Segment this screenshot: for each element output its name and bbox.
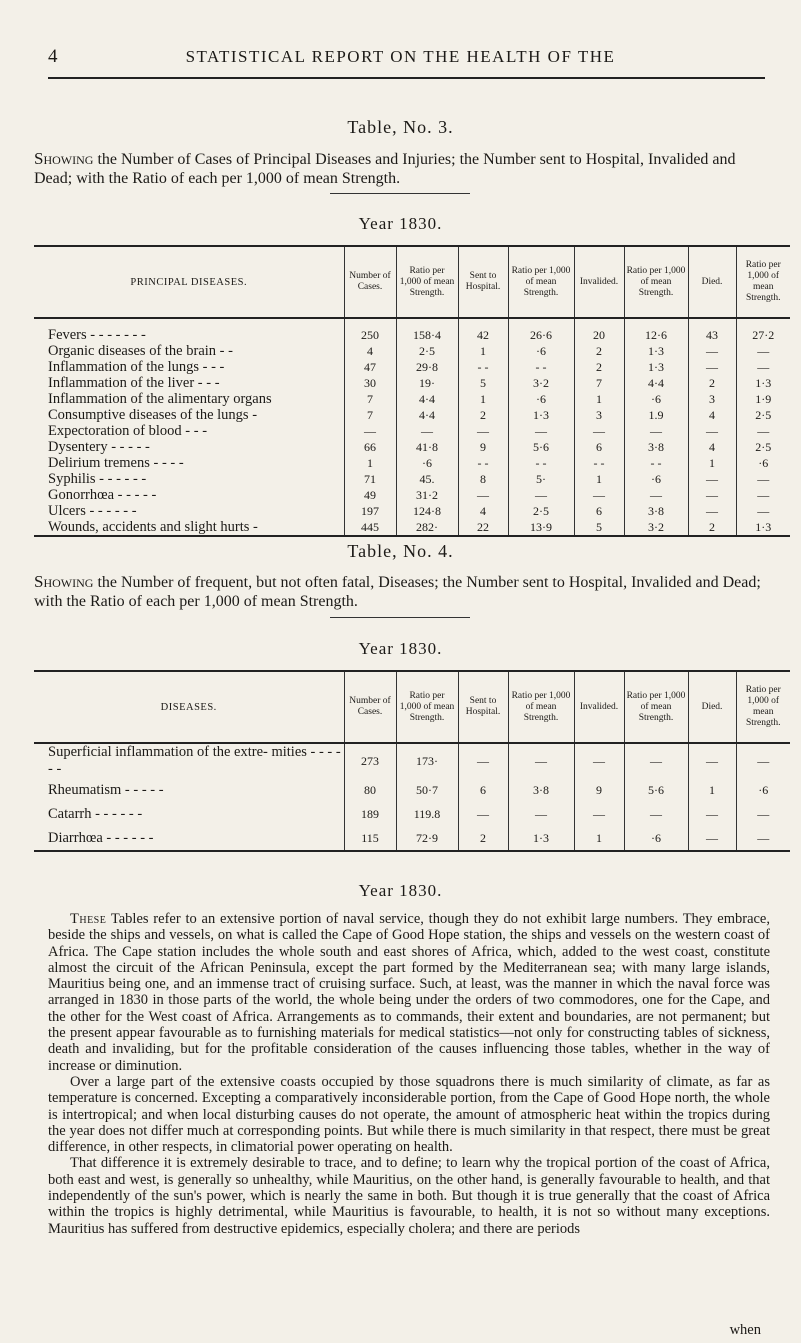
table3-caption-rule [330,193,470,194]
table4 [34,670,790,852]
table-cell: 80 [344,778,396,802]
table-cell: — [688,487,736,503]
table-cell: 6 [458,778,508,802]
table4-col-header: Number of Cases. [344,671,396,743]
table-cell: 5 [458,375,508,391]
table4-caption [34,572,774,611]
table-cell: 7 [574,375,624,391]
table-cell: 4 [344,343,396,359]
disease-name: Superficial inflammation of the extre- mities - - - - - - [48,744,341,777]
disease-name: Expectoration of blood - - - [48,423,208,439]
table4-col-header: Ratio per 1,000 of mean Strength. [508,671,574,743]
table-cell: 1 [688,455,736,471]
table-cell: 9 [574,778,624,802]
table-cell: 3·8 [624,439,688,455]
table-row [34,519,790,536]
table-cell: 5 [574,519,624,536]
table3-col-header: PRINCIPAL DISEASES. [130,276,248,288]
table-cell: 3·2 [508,375,574,391]
table-cell: 1 [574,471,624,487]
table-row [34,359,790,375]
table-cell: 1·3 [736,519,790,536]
disease-name: Dysentery - - - - - [48,439,150,455]
table3-col-header: Number of Cases. [344,246,396,318]
table-cell: 41·8 [396,439,458,455]
table-cell: 2 [574,359,624,375]
table-cell: - - [458,455,508,471]
table-cell: — [396,423,458,439]
table-cell: 189 [344,802,396,826]
table-cell: 158·4 [396,318,458,343]
disease-name: Catarrh - - - - - - [48,805,143,822]
table-cell: — [688,826,736,851]
table-cell: 50·7 [396,778,458,802]
table3-col-header: Sent to Hospital. [458,246,508,318]
table-row [34,826,790,851]
table-cell: 2 [458,826,508,851]
table-row [34,487,790,503]
table-cell: 3 [574,407,624,423]
table-cell: — [574,487,624,503]
table3-col-header: Invalided. [574,246,624,318]
table3-title: Table, No. 3. [347,117,454,137]
table-cell: — [736,503,790,519]
table-cell: 8 [458,471,508,487]
table-cell: 71 [344,471,396,487]
body-year-heading: Year 1830. [358,881,443,900]
table4-caption-text: the Number of frequent, but not often fatal, Diseases; the Number sent to Hospital, Invalided and Dead; with the Ratio of each per 1,000 of mean Strength. [34,574,761,610]
table-cell: 5· [508,471,574,487]
table-cell: 2 [574,343,624,359]
table-cell: 4·4 [396,407,458,423]
table-cell: 1·3 [508,826,574,851]
table3-caption-showing: Showing [34,149,94,168]
table-cell: — [688,359,736,375]
table-row [34,391,790,407]
table-cell: 3·8 [508,778,574,802]
table-cell: 173· [396,743,458,778]
table-cell: 31·2 [396,487,458,503]
table-cell: — [458,802,508,826]
table-row [34,375,790,391]
table-cell: ·6 [624,826,688,851]
table3-caption [34,149,774,188]
disease-name: Inflammation of the alimentary organs [48,391,272,407]
disease-name: Gonorrhœa - - - - - [48,487,157,503]
table-cell: 4 [688,439,736,455]
table-row [34,343,790,359]
table-cell: 9 [458,439,508,455]
table4-header-row [34,671,790,743]
table-cell: — [574,802,624,826]
table-cell: — [458,423,508,439]
table3 [34,245,790,537]
table-cell: — [736,359,790,375]
table-row [34,471,790,487]
table-cell: — [688,471,736,487]
table-row [34,439,790,455]
table-row [34,802,790,826]
table-cell: 1·3 [736,375,790,391]
table-cell: — [736,826,790,851]
table-cell: — [624,487,688,503]
table4-caption-showing: Showing [34,572,94,591]
table-cell: — [736,487,790,503]
catchword: when [729,1322,761,1338]
table-cell: ·6 [508,343,574,359]
table-cell: 2 [458,407,508,423]
table-cell: — [624,743,688,778]
table4-col-header: Ratio per 1,000 of mean Strength. [396,671,458,743]
table-cell: — [508,802,574,826]
table-row [34,503,790,519]
table-cell: 2·5 [736,407,790,423]
table4-caption-rule [330,617,470,618]
table-cell: 7 [344,391,396,407]
table-row [34,318,790,343]
table-cell: — [736,802,790,826]
table-cell: - - [624,455,688,471]
table-cell: — [508,423,574,439]
table4-col-header: Ratio per 1,000 of mean Strength. [624,671,688,743]
disease-name: Diarrhœa - - - - - - [34,826,344,851]
table-cell: - - [508,359,574,375]
table-cell: 29·8 [396,359,458,375]
table-cell: 119.8 [396,802,458,826]
table3-caption-text: the Number of Cases of Principal Diseases and Injuries; the Number sent to Hospital, Invalided and Dead; with the Ratio of each per 1,000 of mean Strength. [34,151,736,187]
table-cell: — [458,743,508,778]
table3-col-header: Ratio per 1,000 of mean Strength. [736,246,790,318]
table3-col-header: Died. [688,246,736,318]
table-cell: 2·5 [396,343,458,359]
table-cell: 5·6 [508,439,574,455]
table4-col-header: Sent to Hospital. [458,671,508,743]
table-cell: 20 [574,318,624,343]
table-cell: 250 [344,318,396,343]
disease-name: Syphilis - - - - - - [48,471,147,487]
table-row [34,455,790,471]
table-cell: 72·9 [396,826,458,851]
disease-name: Inflammation of the liver - - - [48,375,220,391]
table-cell: 1 [344,455,396,471]
table3-year: Year 1830. [358,214,443,233]
table-cell: - - [458,359,508,375]
table-cell: 19· [396,375,458,391]
paragraph: That difference it is extremely desirable to trace, and to define; to learn why the tropical portion of the coast of Africa, both east and west, is generally so unhealthy, while Mauritius, on the other hand, is generally favourable to health, and that independently of the sun's power, which is nearly the same in both. But though it is true generally that the coast of Africa within the tropics is highly detrimental, while Mauritius is favourable, to health, it is not so without many exceptions. Mauritius has suffered from destructive epidemics, especially cholera; and there are periods [48,1155,770,1237]
paragraph [48,911,770,1074]
table-cell: 1 [574,826,624,851]
body-text [48,911,770,1237]
table-cell: 30 [344,375,396,391]
table-cell: 3·8 [624,503,688,519]
table3-header-row [34,246,790,318]
table-cell: 445 [344,519,396,536]
disease-name: Ulcers - - - - - - [48,503,137,519]
table4-col-header: Ratio per 1,000 of mean Strength. [736,671,790,743]
paragraph-text: Tables refer to an extensive portion of naval service, though they do not exhibit large numbers. They embrace, beside the ships and vessels, on what is called the Cape of Good Hope station, the ships and vessels on the western coast of Africa. The Cape station includes the whole south and east shores of Africa, which, added to the west coast, constitute almost the circuit of the African Peninsula, except the part formed by the Mediterranean sea; with many large islands, Mauritius being one, and an immense tract of cruising surface. Such, at least, was the manner in which the naval force was arranged in 1830 in those parts of the world, the whole being under the orders of two commodores, one for the Cape, and the other for the West coast of Africa. Arrangements as to commands, their extent and boundaries, are not permanent; but the present appear favourable as to furnishing materials for medical statistics—not only for constructing tables of sickness, death and invaliding, but for the profitable consideration of the causes influencing those tables, whether in the way of increase or diminution. [48,911,770,1074]
table-cell: — [688,343,736,359]
table-cell: 3 [688,391,736,407]
table-cell: — [458,487,508,503]
table-cell: — [574,743,624,778]
table-cell: — [736,423,790,439]
table-cell: — [688,423,736,439]
table-row [34,778,790,802]
table3-col-header: Ratio per 1,000 of mean Strength. [624,246,688,318]
table-cell: 5·6 [624,778,688,802]
table-cell: — [688,802,736,826]
table-cell: 3·2 [624,519,688,536]
table-cell: 49 [344,487,396,503]
paragraph-lead: These [70,911,107,927]
table3-col-header: Ratio per 1,000 of mean Strength. [396,246,458,318]
table-cell: 273 [344,743,396,778]
table-cell: 26·6 [508,318,574,343]
table-cell: ·6 [624,471,688,487]
table-cell: 1·9 [736,391,790,407]
table-cell: 1 [574,391,624,407]
table-cell: — [624,802,688,826]
table4-col-header: DISEASES. [160,701,217,713]
table-cell: ·6 [396,455,458,471]
table4-col-header: Invalided. [574,671,624,743]
disease-name: Inflammation of the lungs - - - [48,359,225,375]
table-cell: - - [508,455,574,471]
table-cell: 1.9 [624,407,688,423]
table-cell: 45. [396,471,458,487]
table-row [34,423,790,439]
header-rule [48,77,765,79]
running-head: STATISTICAL REPORT ON THE HEALTH OF THE [185,47,616,66]
page-number: 4 [48,46,58,67]
table-cell: 6 [574,503,624,519]
table-cell: 2 [688,375,736,391]
table4-title: Table, No. 4. [347,541,454,561]
table-cell: 42 [458,318,508,343]
disease-name: Rheumatism - - - - - [48,781,164,798]
disease-name: Consumptive diseases of the lungs - [48,407,258,423]
table-cell: — [736,743,790,778]
table-cell: 22 [458,519,508,536]
table-cell: 2·5 [508,503,574,519]
table-cell: 13·9 [508,519,574,536]
table-cell: 1 [458,343,508,359]
table-cell: ·6 [624,391,688,407]
table4-year: Year 1830. [358,639,443,658]
table-cell: 12·6 [624,318,688,343]
table-cell: 47 [344,359,396,375]
table-cell: 4 [458,503,508,519]
table-cell: 282· [396,519,458,536]
table-cell: 115 [344,826,396,851]
table-cell: ·6 [736,455,790,471]
disease-name: Fevers - - - - - - - [48,327,146,343]
table3-col-header: Ratio per 1,000 of mean Strength. [508,246,574,318]
table-cell: 6 [574,439,624,455]
table-cell: 1·3 [508,407,574,423]
table-cell: ·6 [736,778,790,802]
table-cell: 4·4 [624,375,688,391]
table-cell: 27·2 [736,318,790,343]
table-cell: — [344,423,396,439]
disease-name: Wounds, accidents and slight hurts - [34,519,344,536]
table-cell: 7 [344,407,396,423]
table-cell: 2·5 [736,439,790,455]
table-cell: 4 [688,407,736,423]
table-cell: 1·3 [624,343,688,359]
table-cell: 2 [688,519,736,536]
table-cell: 1 [688,778,736,802]
table-cell: 43 [688,318,736,343]
table-cell: 4·4 [396,391,458,407]
table-cell: — [624,423,688,439]
table-cell: — [574,423,624,439]
table-cell: 66 [344,439,396,455]
table-cell: — [736,471,790,487]
table-cell: — [688,503,736,519]
table-cell: — [508,487,574,503]
table-cell: — [508,743,574,778]
table-cell: — [688,743,736,778]
table-cell: — [736,343,790,359]
disease-name: Delirium tremens - - - - [48,455,184,471]
table-cell: ·6 [508,391,574,407]
table-cell: - - [574,455,624,471]
table-row [34,743,790,778]
table-cell: 197 [344,503,396,519]
table-cell: 124·8 [396,503,458,519]
table-cell: 1 [458,391,508,407]
paragraph: Over a large part of the extensive coasts occupied by those squadrons there is much similarity of climate, as far as temperature is concerned. Excepting a comparatively inconsiderable portion, from the Cape of Good Hope north, the whole is intertropical; and when local disturbing causes do not operate, the amount of atmospheric heat within the tropics during the year does not differ much at corresponding points. But while there is much similarity in that respect, there must be great difference, in other respects, in climatorial power operating on health. [48,1073,770,1156]
table4-col-header: Died. [688,671,736,743]
disease-name: Organic diseases of the brain - - [48,343,233,359]
table-row [34,407,790,423]
table-cell: 1·3 [624,359,688,375]
